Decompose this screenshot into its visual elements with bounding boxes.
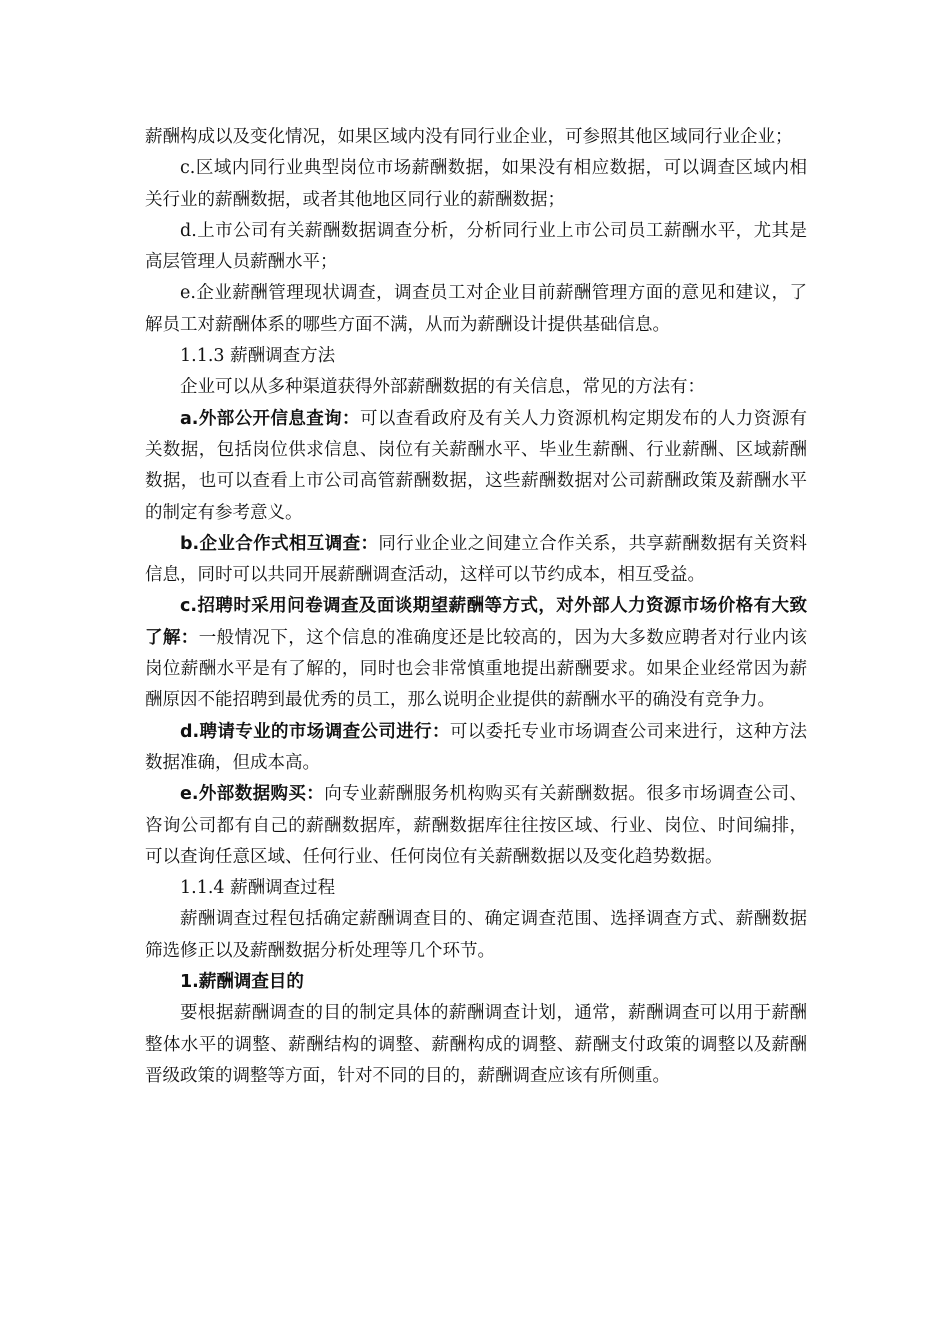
paragraph-survey-purpose: 要根据薪酬调查的目的制定具体的薪酬调查计划，通常，薪酬调查可以用于薪酬整体水平的调整、薪酬结构的调整、薪酬构成的调整、薪酬支付政策的调整以及薪酬晋级政策的调整等方面，针对不同的目的，薪酬调查应该有所侧重。: [145, 1003, 807, 1086]
paragraph-method-b: [145, 529, 807, 592]
section-heading-1-1-3: 1.1.3 薪酬调查方法: [180, 346, 336, 367]
method-b-text: 同行业企业之间建立合作关系，共享薪酬数据有关资料信息，同时可以共同开展薪酬调查活动，这样可以节约成本，相互受益。: [145, 533, 807, 586]
method-c-text: 一般情况下，这个信息的准确度还是比较高的，因为大多数应聘者对行业内该岗位薪酬水平是有了解的，同时也会非常慎重地提出薪酬要求。如果企业经常因为薪酬原因不能招聘到最优秀的员工，那么说明企业提供的薪酬水平的确没有竞争力。: [145, 627, 808, 711]
paragraph-methods-intro: 企业可以从多种渠道获得外部薪酬数据的有关信息，常见的方法有：: [180, 377, 705, 398]
paragraph-method-d: [145, 717, 807, 780]
paragraph-method-e: [145, 779, 807, 873]
paragraph-continuation: 薪酬构成以及变化情况，如果区域内没有同行业企业，可参照其他区域同行业企业；: [145, 127, 793, 147]
paragraph-item-d: d.上市公司有关薪酬数据调查分析，分析同行业上市公司员工薪酬水平，尤其是高层管理人员薪酬水平；: [145, 220, 807, 273]
subheading-survey-purpose: 1.薪酬调查目的: [180, 972, 304, 993]
method-b-lead: b.企业合作式相互调查：: [180, 533, 379, 554]
paragraph-method-a: [145, 404, 807, 529]
paragraph-item-e: e.企业薪酬管理现状调查，调查员工对企业目前薪酬管理方面的意见和建议，了解员工对薪酬体系的哪些方面不满，从而为薪酬设计提供基础信息。: [145, 283, 807, 335]
paragraph-method-c: [145, 591, 807, 716]
method-a-text: 可以查看政府及有关人力资源机构定期发布的人力资源有关数据，包括岗位供求信息、岗位有关薪酬水平、毕业生薪酬、行业薪酬、区域薪酬数据，也可以查看上市公司高管薪酬数据，这些薪酬数据对公司薪酬政策及薪酬水平的制定有参考意义。: [145, 408, 807, 523]
method-d-lead: d.聘请专业的市场调查公司进行：: [180, 721, 450, 742]
method-d-text: 可以委托专业市场调查公司来进行，这种方法数据准确，但成本高。: [145, 721, 807, 773]
method-e-lead: e.外部数据购买：: [180, 784, 325, 805]
paragraph-item-c: c.区域内同行业典型岗位市场薪酬数据，如果没有相应数据，可以调查区域内相关行业的薪酬数据，或者其他地区同行业的薪酬数据；: [145, 158, 807, 210]
paragraph-process-intro: 薪酬调查过程包括确定薪酬调查目的、确定调查范围、选择调查方式、薪酬数据筛选修正以及薪酬数据分析处理等几个环节。: [145, 909, 807, 961]
method-c-lead: c.招聘时采用问卷调查及面谈期望薪酬等方式，对外部人力资源市场价格有大致了解：: [145, 596, 807, 648]
method-a-lead: a.外部公开信息查询：: [180, 408, 360, 429]
document-page: [145, 122, 807, 1092]
section-heading-1-1-4: 1.1.4 薪酬调查过程: [180, 878, 336, 899]
method-e-text: 向专业薪酬服务机构购买有关薪酬数据。很多市场调查公司、咨询公司都有自己的薪酬数据库，薪酬数据库往往按区域、行业、岗位、时间编排，可以查询任意区域、任何行业、任何岗位有关薪酬数据以及变化趋势数据。: [145, 784, 807, 867]
